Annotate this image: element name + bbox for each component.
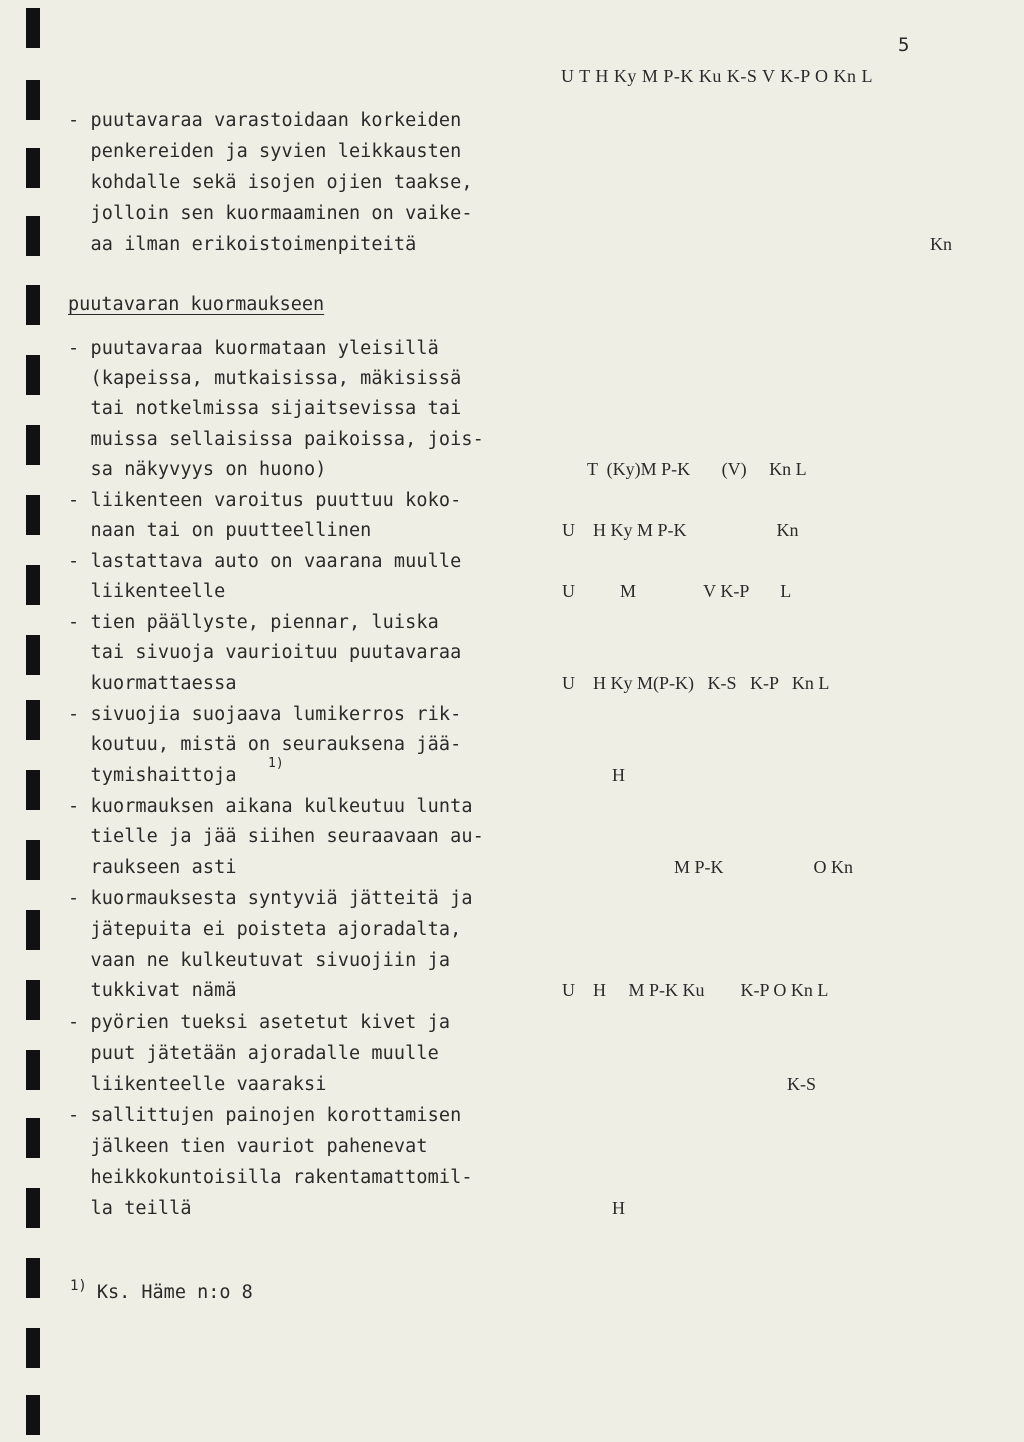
item-codes: K-S bbox=[787, 1074, 817, 1094]
binding-mark bbox=[26, 1258, 40, 1298]
footnote bbox=[70, 1278, 253, 1303]
binding-mark bbox=[26, 840, 40, 880]
item-line: - tien päällyste, piennar, luiska bbox=[68, 612, 439, 633]
item-line: - puutavaraa kuormataan yleisillä bbox=[68, 338, 439, 359]
item-line: - sallittujen painojen korottamisen bbox=[68, 1105, 462, 1126]
item-line: naan tai on puutteellinen bbox=[68, 520, 372, 541]
page-number: 5 bbox=[898, 34, 910, 56]
item-line: kohdalle sekä isojen ojien taakse, bbox=[68, 172, 473, 193]
footnote-text: Ks. Häme n:o 8 bbox=[96, 1282, 253, 1303]
item-line: - puutavaraa varastoidaan korkeiden bbox=[68, 110, 462, 131]
item-codes: U M V K-P L bbox=[562, 581, 792, 601]
item-line: - sivuojia suojaava lumikerros rik- bbox=[68, 704, 462, 725]
binding-mark bbox=[26, 285, 40, 325]
item-line: - liikenteen varoitus puuttuu koko- bbox=[68, 490, 462, 511]
item-line: raukseen asti bbox=[68, 857, 237, 878]
item-line: tai sivuoja vaurioituu puutavaraa bbox=[68, 642, 462, 663]
binding-mark bbox=[26, 495, 40, 535]
binding-mark bbox=[26, 635, 40, 675]
item-line: puut jätetään ajoradalle muulle bbox=[68, 1043, 439, 1064]
item-line: jätepuita ei poisteta ajoradalta, bbox=[68, 919, 462, 940]
item-line: - kuormauksen aikana kulkeutuu lunta bbox=[68, 796, 473, 817]
binding-mark bbox=[26, 980, 40, 1020]
binding-mark bbox=[26, 910, 40, 950]
item-line: vaan ne kulkeutuvat sivuojiin ja bbox=[68, 950, 451, 971]
item-line: tai notkelmissa sijaitsevissa tai bbox=[68, 398, 462, 419]
binding-mark bbox=[26, 1188, 40, 1228]
item-codes: T (Ky)M P-K (V) Kn L bbox=[587, 459, 807, 479]
item-line: koutuu, mistä on seurauksena jää- bbox=[68, 734, 462, 755]
item-line: - pyörien tueksi asetetut kivet ja bbox=[68, 1012, 451, 1033]
item-line: penkereiden ja syvien leikkausten bbox=[68, 141, 462, 162]
item-line: aa ilman erikoistoimenpiteitä bbox=[68, 234, 417, 255]
binding-mark bbox=[26, 80, 40, 120]
footnote-reference: 1) bbox=[268, 756, 284, 771]
item-codes: M P-K O Kn bbox=[674, 857, 854, 877]
footnote-mark: 1) bbox=[70, 1278, 87, 1294]
item-codes: U H Ky M(P-K) K-S K-P Kn L bbox=[562, 673, 830, 693]
item-line: liikenteelle vaaraksi bbox=[68, 1074, 327, 1095]
binding-mark bbox=[26, 1395, 40, 1435]
binding-mark bbox=[26, 700, 40, 740]
item-line: - kuormauksesta syntyviä jätteitä ja bbox=[68, 888, 473, 909]
item-codes: Kn bbox=[930, 234, 952, 254]
binding-mark bbox=[26, 425, 40, 465]
item-codes: U H M P-K Ku K-P O Kn L bbox=[562, 980, 829, 1000]
binding-mark bbox=[26, 355, 40, 395]
binding-mark bbox=[26, 1328, 40, 1368]
item-line: kuormattaessa bbox=[68, 673, 237, 694]
item-line: - lastattava auto on vaarana muulle bbox=[68, 551, 462, 572]
item-line: sa näkyvyys on huono) bbox=[68, 459, 327, 480]
item-line: la teillä bbox=[68, 1198, 192, 1219]
section-heading: puutavaran kuormaukseen bbox=[68, 294, 325, 315]
binding-mark bbox=[26, 216, 40, 256]
binding-mark bbox=[26, 1050, 40, 1090]
column-header: U T H Ky M P-K Ku K-S V K-P O Kn L bbox=[561, 66, 874, 86]
binding-mark bbox=[26, 770, 40, 810]
item-line: heikkokuntoisilla rakentamattomil- bbox=[68, 1167, 473, 1188]
item-codes: H bbox=[612, 765, 625, 785]
item-line: tymishaittoja bbox=[68, 765, 237, 786]
item-line: jolloin sen kuormaaminen on vaike- bbox=[68, 203, 473, 224]
item-line: jälkeen tien vauriot pahenevat bbox=[68, 1136, 428, 1157]
binding-mark bbox=[26, 565, 40, 605]
item-line: (kapeissa, mutkaisissa, mäkisissä bbox=[68, 368, 462, 389]
item-line: muissa sellaisissa paikoissa, jois- bbox=[68, 429, 484, 450]
item-line: tukkivat nämä bbox=[68, 980, 237, 1001]
item-codes: H bbox=[612, 1198, 625, 1218]
item-line: tielle ja jää siihen seuraavaan au- bbox=[68, 826, 484, 847]
binding-mark bbox=[26, 148, 40, 188]
item-codes: U H Ky M P-K Kn bbox=[562, 520, 799, 540]
item-line: liikenteelle bbox=[68, 581, 226, 602]
binding-mark bbox=[26, 1118, 40, 1158]
binding-mark bbox=[26, 8, 40, 48]
